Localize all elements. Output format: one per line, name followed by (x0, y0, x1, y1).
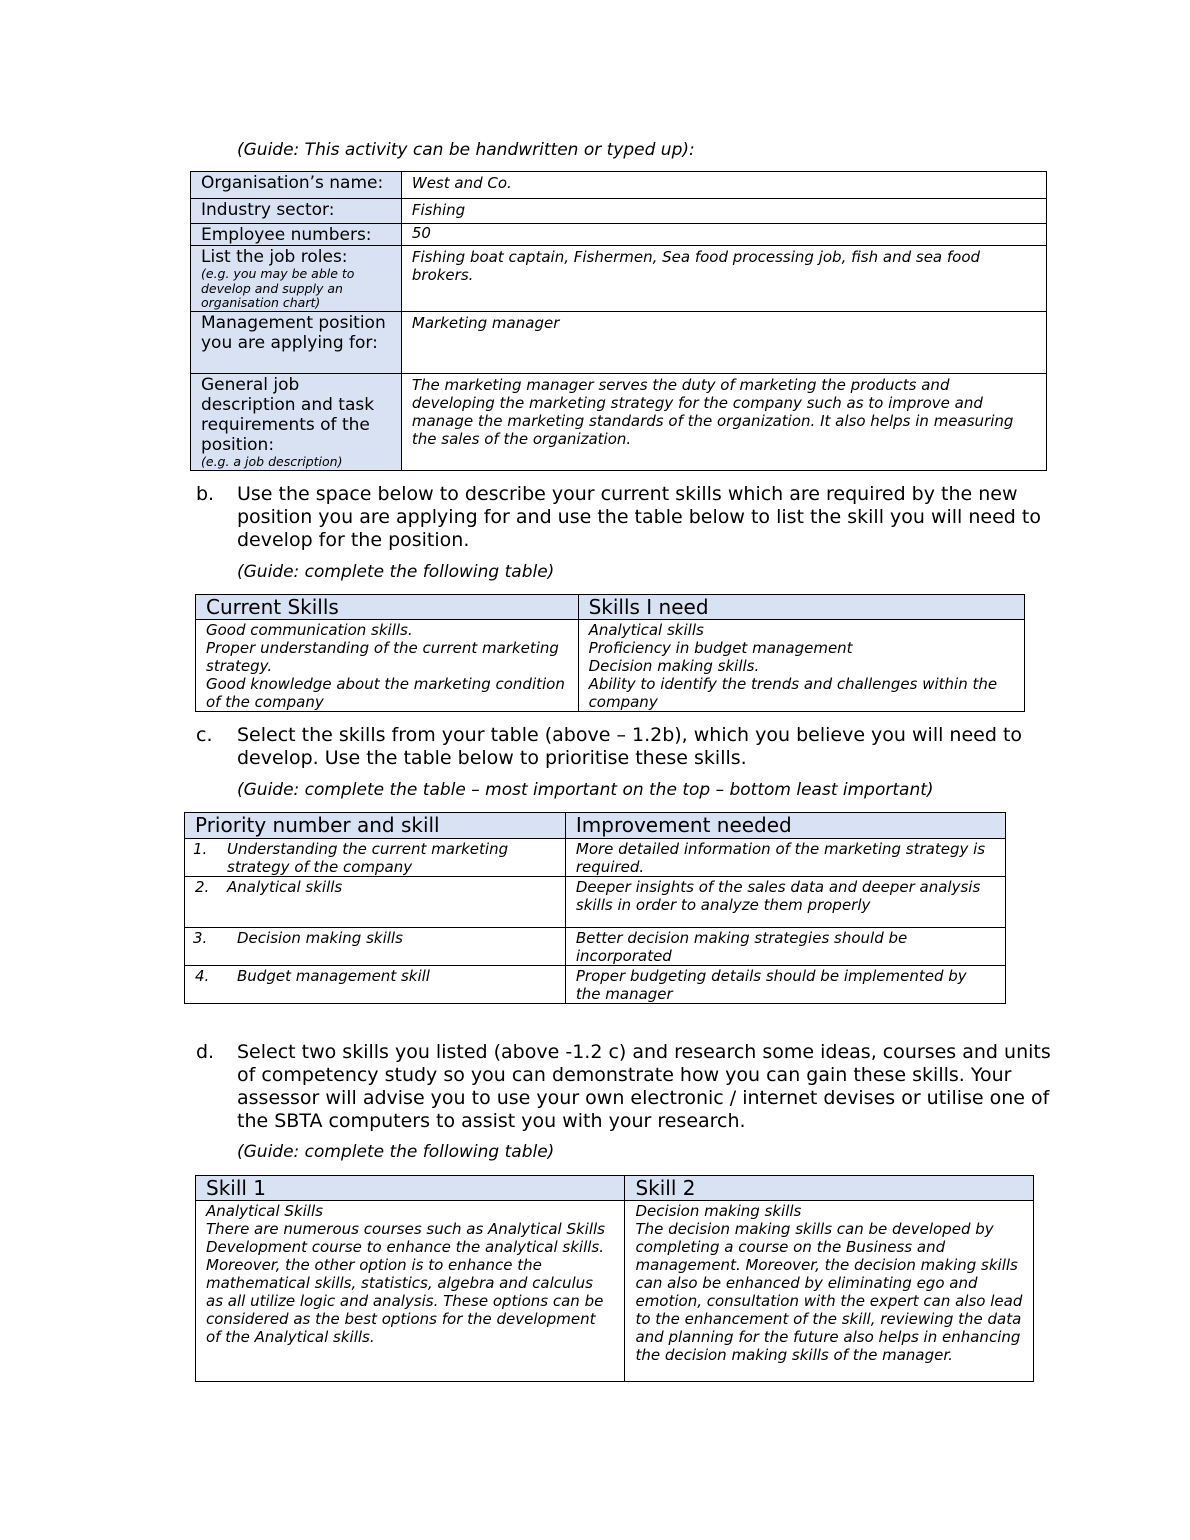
improvement-cell[interactable]: Deeper insights of the sales data and deeper analysis skills in order to analyze them properly (565, 877, 1005, 928)
priority-number: 3. (193, 929, 208, 947)
current-skill-item: Proper understanding of the current marketing strategy. (206, 639, 559, 675)
priority-header: Priority number and skill (185, 813, 566, 839)
employee-numbers-value[interactable]: 50 (401, 224, 1046, 246)
organisation-table (190, 171, 1047, 471)
priority-number: 2. (195, 878, 210, 896)
research-table (195, 1175, 1034, 1382)
table-row (191, 374, 1047, 471)
improvement-header: Improvement needed (565, 813, 1005, 839)
section-b-guide: (Guide: complete the following table) (237, 562, 555, 582)
industry-sector-value[interactable]: Fishing (401, 199, 1046, 224)
table-row (185, 839, 1006, 877)
skill-needed-item: Proficiency in budget management (588, 639, 853, 657)
improvement-cell[interactable]: Better decision making strategies should be incorporated (565, 928, 1005, 966)
section-d-guide: (Guide: complete the following table) (237, 1142, 555, 1162)
job-roles-value[interactable]: Fishing boat captain, Fishermen, Sea food processing job, fish and sea food brokers. (401, 246, 1046, 312)
management-position-value[interactable]: Marketing manager (401, 312, 1046, 374)
current-skills-header: Current Skills (196, 595, 579, 620)
skill1-cell[interactable] (196, 1201, 625, 1382)
priority-skill: Decision making skills (237, 929, 403, 947)
table-row (191, 246, 1047, 312)
current-skill-item: Good knowledge about the marketing condition of the company (206, 675, 565, 711)
section-c-guide: (Guide: complete the table – most important on the top – bottom least important) (237, 780, 934, 800)
table-row (191, 312, 1047, 374)
job-description-label: General job description and task requirements of the position: (201, 375, 375, 455)
job-description-label-cell (191, 374, 402, 471)
skills-needed-cell[interactable] (578, 620, 1024, 712)
org-name-value[interactable]: West and Co. (401, 172, 1046, 199)
management-position-label: Management position you are applying for: (191, 312, 402, 374)
priority-skill: Analytical skills (227, 878, 343, 896)
skill1-header: Skill 1 (196, 1176, 625, 1201)
table-header-row (185, 813, 1006, 839)
priority-table (184, 812, 1006, 1004)
skills-needed-header: Skills I need (578, 595, 1024, 620)
table-row (191, 199, 1047, 224)
priority-cell[interactable] (185, 966, 566, 1004)
section-d-text: Select two skills you listed (above -1.2 c) and research some ideas, courses and units of competency study so you can demonstrate how you can gain these skills. Your assessor will advise you to use your own electronic / internet devises or utilise one of the SBTA computers to assist you with your research. (237, 1041, 1051, 1132)
table-row (191, 224, 1047, 246)
skill2-para: The decision making skills can be developed by completing a course on the Business and management. Moreover, the decision making skills can also be enhanced by eliminating ego and emotion, consultation with the expert can also lead to the enhancement of the skill, reviewing the data and planning for the future also helps in enhancing the decision making skills of the manager. (635, 1220, 1023, 1364)
table-row (191, 172, 1047, 199)
table-row (185, 877, 1006, 928)
table-row (185, 966, 1006, 1004)
job-roles-label: List the job roles: (201, 247, 348, 267)
skill2-header: Skill 2 (625, 1176, 1034, 1201)
job-description-hint: (e.g. a job description) (201, 454, 343, 469)
section-c-question (196, 724, 1056, 770)
employee-numbers-label: Employee numbers: (191, 224, 402, 246)
org-name-label: Organisation’s name: (191, 172, 402, 199)
job-roles-label-cell (191, 246, 402, 312)
intro-guide: (Guide: This activity can be handwritten or typed up): (237, 140, 695, 160)
section-c-text: Select the skills from your table (above – 1.2b), which you believe you will need to develop. Use the table below to prioritise these skills. (237, 724, 1023, 769)
priority-number: 4. (195, 967, 210, 985)
skill-needed-item: Decision making skills. (588, 657, 760, 675)
priority-cell[interactable] (185, 928, 566, 966)
skill1-para: There are numerous courses such as Analytical Skills Development course to enhance the analytical skills. (206, 1220, 606, 1256)
table-header-row (196, 1176, 1034, 1201)
section-d-letter: d. (196, 1041, 215, 1063)
skill1-title: Analytical Skills (206, 1202, 323, 1220)
skills-table (195, 594, 1025, 712)
priority-skill: Understanding the current marketing strategy of the company (227, 840, 509, 876)
improvement-cell[interactable]: More detailed information of the marketing strategy is required. (565, 839, 1005, 877)
skill2-cell[interactable] (625, 1201, 1034, 1382)
section-b-letter: b. (196, 483, 215, 505)
job-roles-hint: (e.g. you may be able to develop and supply an organisation chart) (201, 266, 355, 310)
priority-skill: Budget management skill (237, 967, 430, 985)
current-skills-cell[interactable] (196, 620, 579, 712)
job-description-value[interactable]: The marketing manager serves the duty of marketing the products and developing the marketing strategy for the company such as to improve and manage the marketing standards of the organization. It also helps in measuring the sales of the organization. (401, 374, 1046, 471)
priority-cell[interactable] (185, 839, 566, 877)
current-skill-item: Good communication skills. (206, 621, 413, 639)
table-header-row (196, 595, 1025, 620)
skill1-para: Moreover, the other option is to enhance the mathematical skills, statistics, algebra and calculus as all utilize logic and analysis. These options can be considered as the best options for the development of the Analytical skills. (206, 1256, 604, 1346)
section-c-letter: c. (196, 724, 213, 746)
table-row (185, 928, 1006, 966)
section-d-question (196, 1041, 1056, 1133)
priority-number: 1. (193, 840, 208, 858)
skill-needed-item: Ability to identify the trends and challenges within the company (588, 675, 998, 711)
priority-cell[interactable] (185, 877, 566, 928)
table-row (196, 620, 1025, 712)
section-b-question (196, 483, 1046, 552)
industry-sector-label: Industry sector: (191, 199, 402, 224)
section-b-text: Use the space below to describe your current skills which are required by the new position you are applying for and use the table below to list the skill you will need to develop for the position. (237, 483, 1041, 551)
skill-needed-item: Analytical skills (588, 621, 704, 639)
improvement-cell[interactable]: Proper budgeting details should be implemented by the manager (565, 966, 1005, 1004)
skill2-title: Decision making skills (635, 1202, 802, 1220)
table-row (196, 1201, 1034, 1382)
